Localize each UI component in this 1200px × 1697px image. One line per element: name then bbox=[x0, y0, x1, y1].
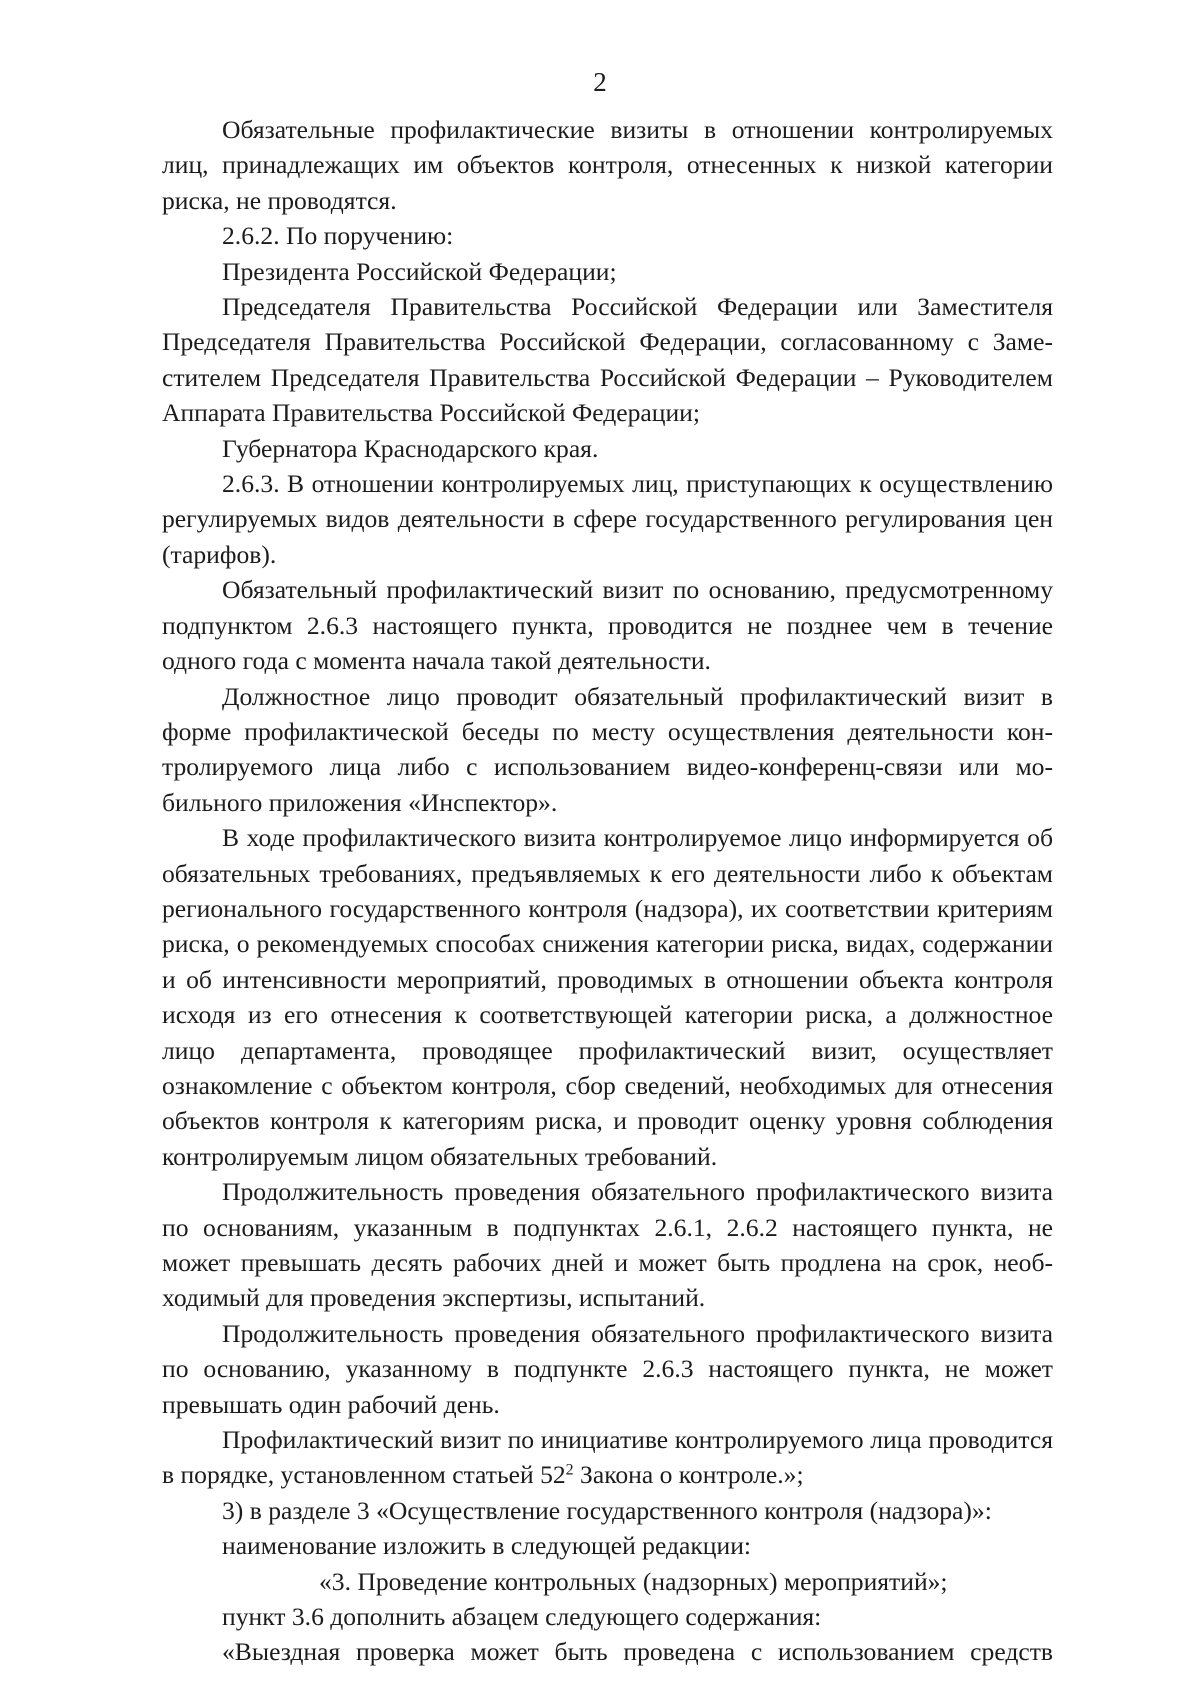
paragraph: наименование изложить в следующей редакции: bbox=[222, 1531, 752, 1561]
superscript: 2 bbox=[565, 1461, 574, 1479]
paragraph-article-reference bbox=[162, 1422, 1053, 1493]
paragraph: Должностное лицо проводит обязательный профилактический визит в форме профилактической беседы по месту осуществления деятельности контролируемого лица либо с использованием видео-конференц-связи или мобильного приложения «Инспектор». bbox=[162, 681, 1053, 817]
paragraph: пункт 3.6 дополнить абзацем следующего содержания: bbox=[222, 1602, 822, 1632]
paragraph: В ходе профилактического визита контролируемое лицо информируется об обязательных требованиях, предъявляемых к его деятельности либо к объектам регионального государственного контроля (надзора), их соответствии критериям риска, о рекомендуемых способах снижения категории риска, видах, содержании и об интенсивности мероприятий, проводимых в отношении объекта контроля исходя из его отнесения к соответствующей категории риска, а должностное лицо департамента, проводящее профилактический визит, осуществляет ознакомление с объектом контроля, сбор сведений, необходимых для отнесения объектов контроля к категориям риска, и проводит оценку уровня соблюдения контролируемым лицом обязательных требований. bbox=[162, 823, 1053, 1171]
document-body bbox=[162, 112, 1053, 1670]
paragraph: Продолжительность проведения обязательного профилактического визита по основаниям, указанным в подпунктах 2.6.1, 2.6.2 настоящего пункта, не может превышать десять рабочих дней и может быть продлена на срок, необходимый для проведения экспертизы, испытаний. bbox=[162, 1177, 1053, 1313]
paragraph-text: Закона о контроле.»; bbox=[573, 1460, 804, 1490]
paragraph: Обязательные профилактические визиты в отношении контролируемых лиц, принадлежащих им объектов контроля, отнесенных к низкой категории риска, не проводятся. bbox=[162, 115, 1053, 215]
paragraph: 2.6.2. По поручению: bbox=[222, 221, 454, 251]
paragraph: 2.6.3. В отношении контролируемых лиц, приступающих к осуществлению регулируемых видов деятельности в сфере государственного регулирования цен (тарифов). bbox=[162, 469, 1053, 569]
paragraph: 3) в разделе 3 «Осуществление государственного контроля (надзора)»: bbox=[222, 1495, 992, 1525]
paragraph-text: Профилактический визит по инициативе контролируемого лица проводится в порядке, установленном статьей 52 bbox=[162, 1425, 1053, 1490]
paragraph: Президента Российской Федерации; bbox=[222, 256, 617, 286]
section-heading-quote: «3. Проведение контрольных (надзорных) мероприятий»; bbox=[319, 1566, 948, 1596]
paragraph: Председателя Правительства Российской Федерации или Заместителя Председателя Правительства Российской Федерации, согласованному с Заместителем Председателя Правительства Российской Федерации – Руководителем Аппарата Правительства Российской Федерации; bbox=[162, 292, 1053, 428]
paragraph: Обязательный профилактический визит по основанию, предусмотренному подпунктом 2.6.3 настоящего пункта, проводится не позднее чем в течение одного года с момента начала такой деятельности. bbox=[162, 575, 1053, 676]
paragraph: «Выездная проверка может быть проведена с использованием средств bbox=[222, 1637, 1053, 1667]
page-number: 2 bbox=[593, 67, 607, 97]
paragraph: Губернатора Краснодарского края. bbox=[222, 433, 599, 463]
paragraph: Продолжительность проведения обязательного профилактического визита по основанию, указанному в подпункте 2.6.3 настоящего пункта, не может превышать один рабочий день. bbox=[162, 1318, 1053, 1419]
